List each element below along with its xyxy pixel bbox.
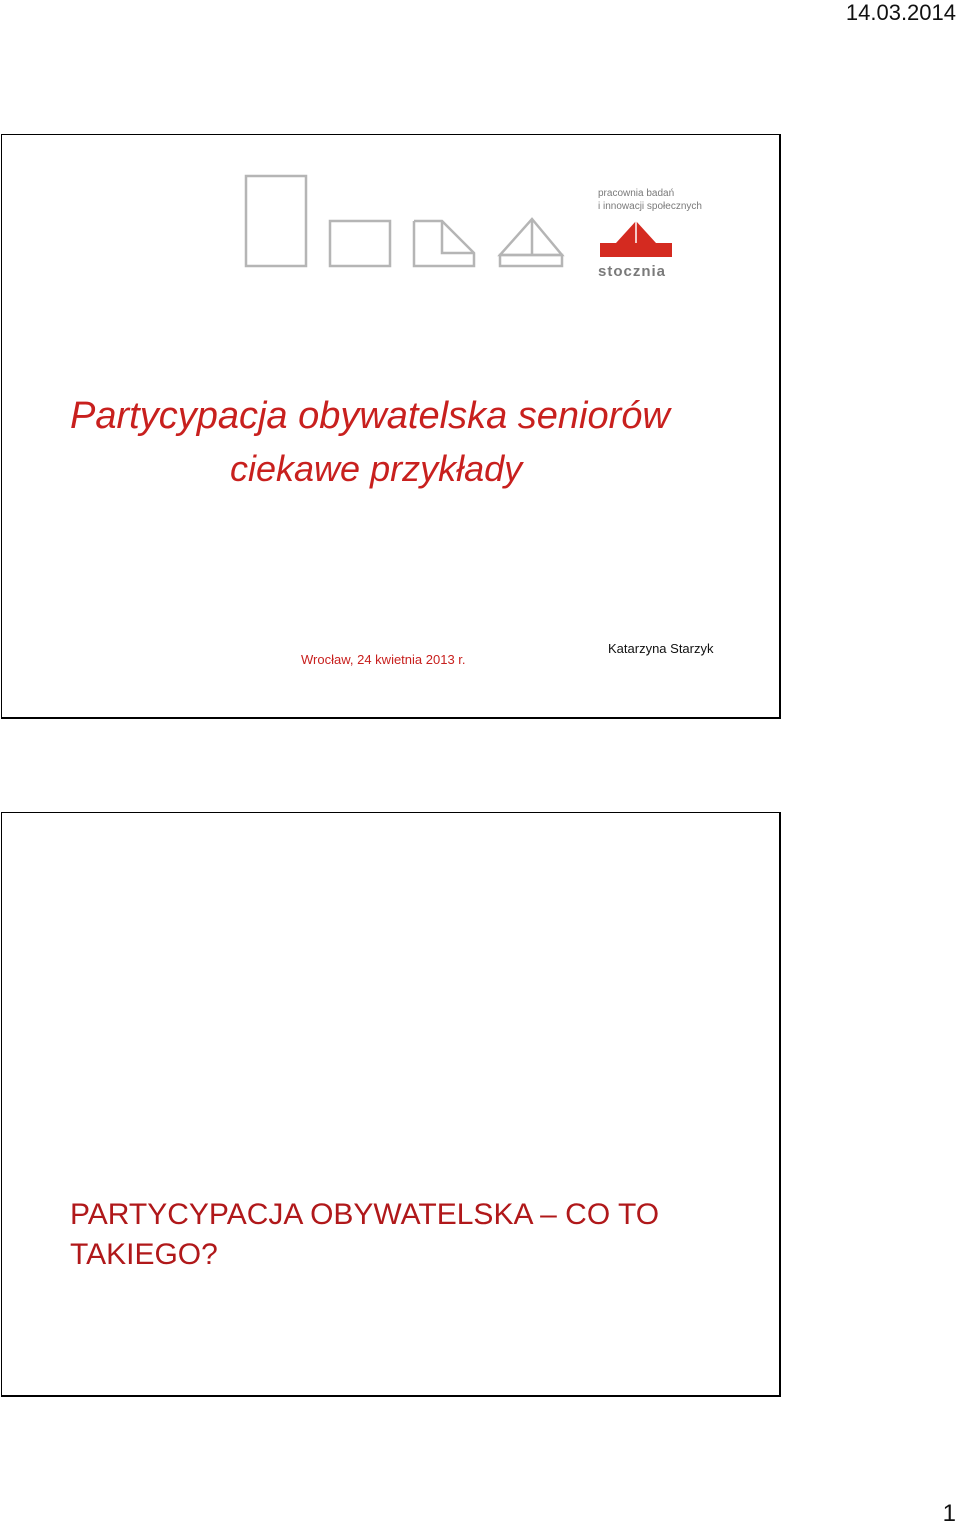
boat-logo-icon [598, 219, 674, 259]
slide-subtitle: ciekawe przykłady [230, 448, 523, 489]
slide-2 [1, 812, 781, 1397]
slide-1 [1, 134, 781, 719]
page-date: 14.03.2014 [845, 0, 956, 25]
slide-title: Partycypacja obywatelska seniorów [70, 395, 670, 437]
page-number: 1 [942, 1500, 956, 1527]
slide-title: PARTYCYPACJA OBYWATELSKA – CO TO TAKIEGO? [70, 1198, 660, 1271]
logo-tagline: pracownia badań i innowacji społecznych [598, 188, 702, 212]
paper-folding-icon [242, 173, 572, 273]
place-and-date: Wrocław, 24 kwietnia 2013 r. [301, 652, 466, 667]
author-name: Katarzyna Starzyk [608, 641, 714, 656]
logo-wordmark: stocznia [598, 263, 667, 280]
stocznia-logo [596, 185, 716, 285]
